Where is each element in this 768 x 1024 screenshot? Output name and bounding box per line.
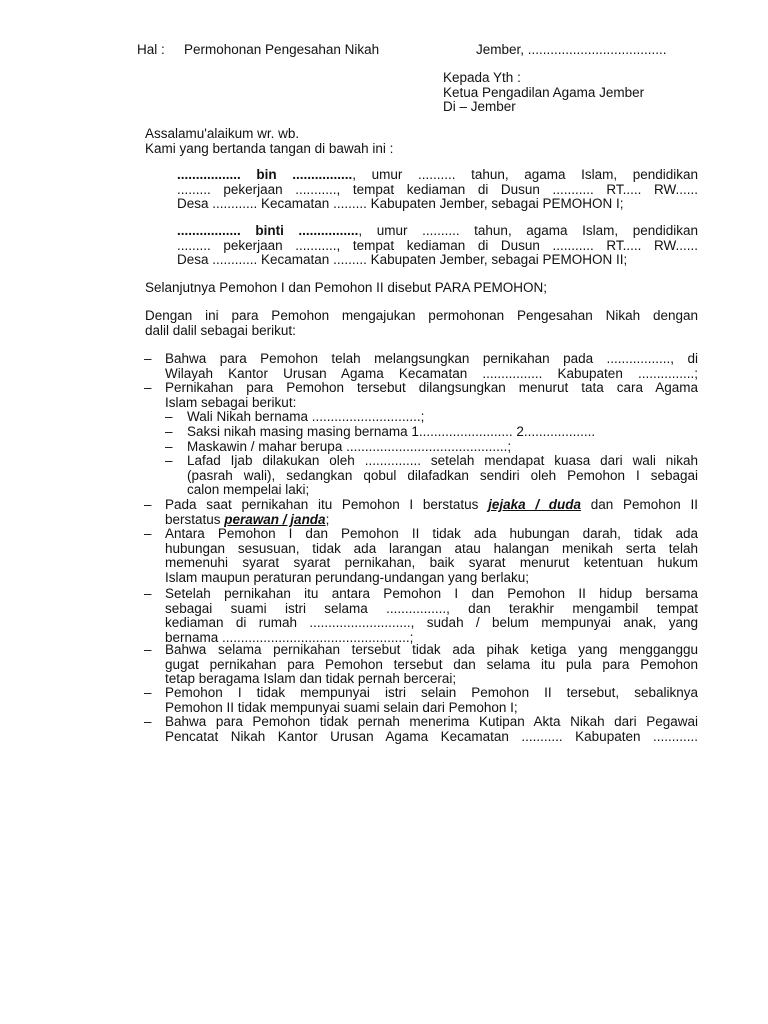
sub-item-maskawin: Maskawin / mahar berupa ...........................................; <box>187 439 512 454</box>
dash-bullet: – <box>144 714 152 729</box>
item-8-line-1: Bahwa para Pemohon tidak pernah menerima Kutipan Akta Nikah dari Pegawai <box>165 714 698 729</box>
status-jejaka-duda: jejaka / duda <box>488 497 582 512</box>
item-6-line-2: gugat pernikahan para Pemohon tersebut dan selama itu pula para Pemohon <box>165 656 698 672</box>
sub-item-lafad <box>187 454 698 498</box>
salam: Assalamu'alaikum wr. wb. <box>145 126 300 141</box>
dash-bullet: – <box>144 586 152 601</box>
item-2 <box>165 381 698 410</box>
item-7-line-1: Pemohon I tidak mempunyai istri selain Pemohon II tersebut, sebaliknya <box>165 685 698 700</box>
item-8 <box>165 715 698 744</box>
sub-item-lafad-line-3: calon mempelai laki; <box>187 482 310 498</box>
recipient-block <box>443 71 644 115</box>
item-6 <box>165 643 698 687</box>
dash-bullet: – <box>144 685 152 700</box>
sub-item-saksi: Saksi nikah masing masing bernama 1......................... 2................... <box>187 424 596 439</box>
pemohon-1-block <box>177 168 698 212</box>
pemohon-2-block <box>177 224 698 268</box>
item-5-line-4: bernama ..................................................; <box>165 629 414 645</box>
pemohon-1-line-3: Desa ............ Kecamatan ......... Kabupaten Jember, sebagai PEMOHON I; <box>177 196 624 212</box>
item-6-line-3: tetap beragama Islam dan tidak pernah bercerai; <box>165 671 457 687</box>
item-2-line-1: Pernikahan para Pemohon tersebut dilangsungkan menurut tata cara Agama <box>165 380 698 395</box>
dash-bullet: – <box>144 380 152 395</box>
item-3-line-1-a: Pada saat pernikahan itu Pemohon I berstatus <box>165 497 489 512</box>
item-5 <box>165 587 698 645</box>
item-2-line-2: Islam sebagai berikut: <box>165 394 297 410</box>
item-3-line-1-b: dan Pemohon II <box>581 497 698 512</box>
item-4-line-1: Antara Pemohon I dan Pemohon II tidak ada hubungan darah, tidak ada <box>165 526 698 541</box>
intro-text: Kami yang bertanda tangan di bawah ini : <box>145 140 394 156</box>
pemohon-1-line-1 <box>177 168 698 183</box>
item-5-line-2: sebagai suami istri selama ................, dan terakhir mengambil tempat <box>165 600 698 616</box>
recipient-greeting: Kepada Yth : <box>443 70 521 85</box>
dash-bullet: – <box>165 453 173 468</box>
pemohon-1-line-2: ......... pekerjaan ..........., tempat kediaman di Dusun ........... RT..... RW...... <box>177 181 698 197</box>
sub-item-wali: Wali Nikah bernama .............................; <box>187 409 425 424</box>
dash-bullet: – <box>144 526 152 541</box>
pemohon-2-line-3: Desa ............ Kecamatan ......... Kabupaten Jember, sebagai PEMOHON II; <box>177 252 628 268</box>
dalil-intro-line-2: dalil dalil sebagai berikut: <box>145 322 296 338</box>
item-3-line-1 <box>165 498 698 513</box>
item-3-line-2-b: ; <box>325 511 330 527</box>
opening-block <box>145 127 393 156</box>
item-3-line-2 <box>165 513 698 528</box>
pemohon-2-line-2: ......... pekerjaan ..........., tempat kediaman di Dusun ........... RT..... RW...... <box>177 237 698 253</box>
dash-bullet: – <box>165 424 173 439</box>
item-5-line-1: Setelah pernikahan itu antara Pemohon I dan Pemohon II hidup bersama <box>165 586 698 601</box>
item-8-line-2: Pencatat Nikah Kantor Urusan Agama Kecamatan ........... Kabupaten ............ <box>165 728 698 744</box>
dash-bullet: – <box>165 409 173 424</box>
recipient-place: Di – Jember <box>443 99 516 115</box>
dalil-intro-line-1: Dengan ini para Pemohon mengajukan permohonan Pengesahan Nikah dengan <box>145 308 698 323</box>
dalil-intro <box>145 309 698 338</box>
item-5-line-3: kediaman di rumah ..........................., sudah / belum mempunyai anak, yang <box>165 615 698 631</box>
item-3 <box>165 498 698 527</box>
pemohon-1-line-1-rest: , umur .......... tahun, agama Islam, pendidikan <box>352 167 698 182</box>
pemohon-2-line-1 <box>177 224 698 239</box>
item-4 <box>165 527 698 585</box>
sub-item-lafad-line-1: Lafad Ijab dilakukan oleh ............... setelah mendapat kuasa dari wali nikah <box>187 453 698 468</box>
recipient-title: Ketua Pengadilan Agama Jember <box>443 84 645 100</box>
item-7 <box>165 686 698 715</box>
hal-label: Hal : <box>137 42 165 57</box>
place-date: Jember, ..................................... <box>476 42 667 57</box>
pemohon-2-line-1-rest: , umur .......... tahun, agama Islam, pendidikan <box>358 223 699 238</box>
item-4-line-4: Islam maupun peraturan perundang-undangan yang berlaku; <box>165 569 530 585</box>
item-1-line-2: Wilayah Kantor Urusan Agama Kecamatan ................ Kabupaten ...............; <box>165 365 698 381</box>
dash-bullet: – <box>144 351 152 366</box>
dash-bullet: – <box>144 642 152 657</box>
item-1-line-1: Bahwa para Pemohon telah melangsungkan pernikahan pada ................., di <box>165 351 698 366</box>
pemohon-1-name: ................. bin ................ <box>177 167 353 182</box>
item-4-line-3: memenuhi syarat syarat pernikahan, baik syarat menurut ketentuan hukum <box>165 555 698 571</box>
para-pemohon-text: Selanjutnya Pemohon I dan Pemohon II disebut PARA PEMOHON; <box>145 280 547 295</box>
sub-item-lafad-line-2: (pasrah wali), sedangkan qobul dilafadkan sendiri oleh Pemohon I sebagai <box>187 467 698 483</box>
item-1 <box>165 352 698 381</box>
item-4-line-2: hubungan sesusuan, tidak ada larangan atau halangan menikah serta telah <box>165 540 698 556</box>
pemohon-2-name: ................. binti ................ <box>177 223 359 238</box>
item-7-line-2: Pemohon II tidak mempunyai suami selain dari Pemohon I; <box>165 699 518 715</box>
item-6-line-1: Bahwa selama pernikahan tersebut tidak ada pihak ketiga yang mengganggu <box>165 642 698 657</box>
dash-bullet: – <box>165 439 173 454</box>
subject-title: Permohonan Pengesahan Nikah <box>184 42 380 57</box>
status-perawan-janda: perawan / janda <box>224 511 326 527</box>
item-3-line-2-a: berstatus <box>165 511 225 527</box>
dash-bullet: – <box>144 497 152 512</box>
